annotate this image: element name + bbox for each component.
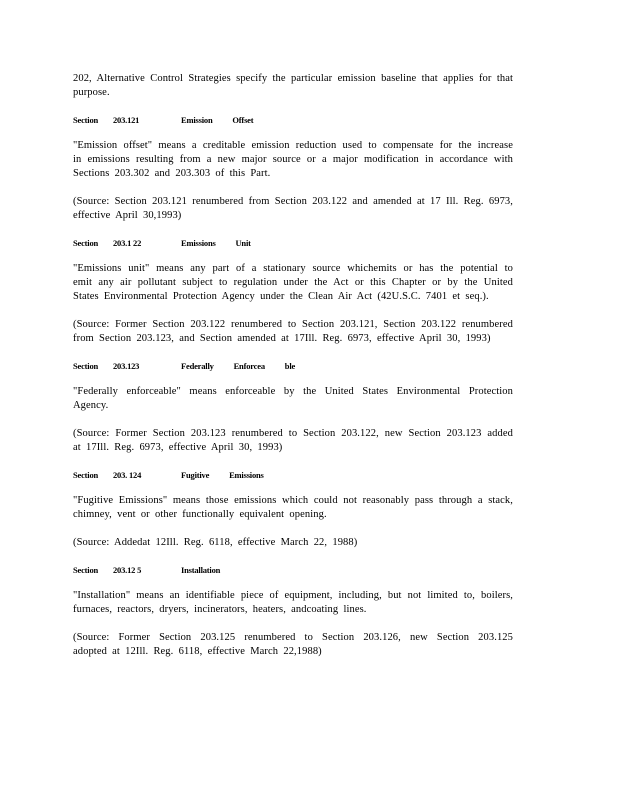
source-note: (Source: Addedat 12Ill. Reg. 6118, effective March 22, 1988)	[73, 537, 358, 548]
source-note: (Source: Former Section 203.125 renumbered to Section 203.126, new Section 203.125 adopted at 12Ill. Reg. 6118, effective March 22,1988)	[73, 632, 513, 657]
definition-paragraph: "Installation" means an identifiable piece of equipment, including, but not limited to, boilers, furnaces, reactors, dryers, incinerators, heaters, andcoating lines.	[73, 590, 513, 615]
section-number: 203.12 5	[113, 565, 142, 575]
section-heading-203-123	[73, 360, 513, 372]
page-content	[73, 72, 513, 673]
intro-paragraph: 202, Alternative Control Strategies specify the particular emission baseline that applies for that purpose.	[73, 73, 513, 98]
section-title: Emissions Unit	[181, 238, 251, 248]
section-number: 203.121	[113, 115, 140, 125]
section-title: Emission Offset	[181, 115, 254, 125]
section-title: Fugitive Emissions	[181, 470, 264, 480]
definition-paragraph: "Emission offset" means a creditable emission reduction used to compensate for the increase in emissions resulting from a new major source or a major modification in accordance with Sections 203.302 and 203.303 of this Part.	[73, 140, 513, 179]
section-title: Federally Enforcea ble	[181, 361, 296, 371]
source-note: (Source: Section 203.121 renumbered from Section 203.122 and amended at 17 Ill. Reg. 6973, effective April 30,1993)	[73, 196, 513, 221]
section-label: Section	[73, 238, 99, 248]
section-label: Section	[73, 470, 99, 480]
section-heading-203-124	[73, 469, 513, 481]
section-heading-203-122	[73, 237, 513, 249]
source-note: (Source: Former Section 203.123 renumbered to Section 203.122, new Section 203.123 added at 17Ill. Reg. 6973, effective April 30, 1993)	[73, 428, 513, 453]
definition-paragraph: "Emissions unit" means any part of a stationary source whichemits or has the potential to emit any air pollutant subject to regulation under the Act or this Chapter or by the United States Environmental Protection Agency under the Clean Air Act (42U.S.C. 7401 et seq.).	[73, 263, 513, 302]
section-number: 203.1 22	[113, 238, 142, 248]
section-label: Section	[73, 361, 99, 371]
source-note: (Source: Former Section 203.122 renumbered to Section 203.121, Section 203.122 renumbered from Section 203.123, and Section amended at 17Ill. Reg. 6973, effective April 30, 1993)	[73, 319, 513, 344]
section-label: Section	[73, 565, 99, 575]
section-heading-203-125	[73, 564, 513, 576]
section-number: 203. 124	[113, 470, 142, 480]
section-number: 203.123	[113, 361, 140, 371]
definition-paragraph: "Fugitive Emissions" means those emissions which could not reasonably pass through a stack, chimney, vent or other functionally equivalent opening.	[73, 495, 513, 520]
section-title: Installation	[181, 565, 221, 575]
definition-paragraph: "Federally enforceable" means enforceable by the United States Environmental Protection Agency.	[73, 386, 513, 411]
section-label: Section	[73, 115, 99, 125]
section-heading-203-121	[73, 114, 513, 126]
